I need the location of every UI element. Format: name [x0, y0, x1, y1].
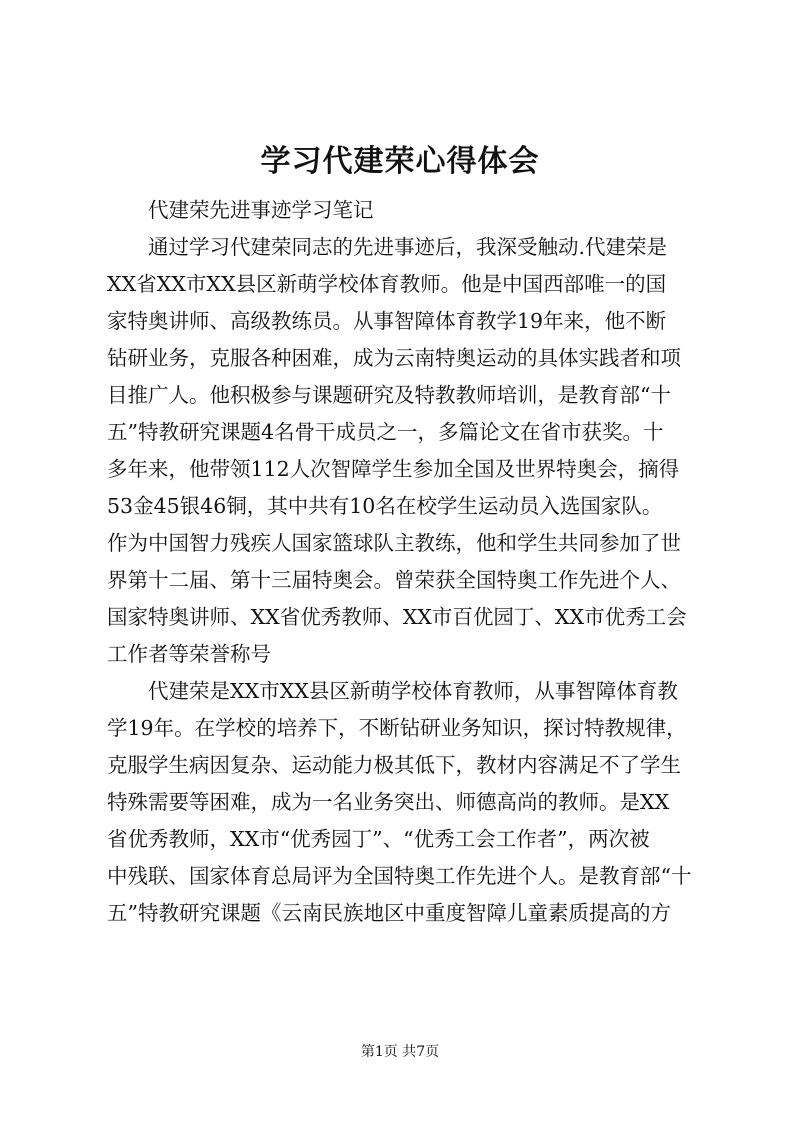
text-line: 作为中国智力残疾人国家篮球队主教练，他和学生共同参加了世	[107, 531, 681, 555]
text-line: 五”特教研究课题4名骨干成员之一，多篇论文在省市获奖。十	[107, 420, 664, 444]
text-line: 目推广人。他积极参与课题研究及特教教师培训，是教育部“十	[107, 383, 671, 407]
text-line: 多年来，他带领112人次智障学生参加全国及世界特奥会，摘得	[107, 457, 680, 481]
text-line: 克服学生病因复杂、运动能力极其低下，教材内容满足不了学生	[107, 753, 681, 777]
document-subtitle: 代建荣先进事迹学习笔记	[148, 198, 374, 222]
document-title: 学习代建荣心得体会	[260, 144, 540, 179]
page-footer: 第1页 共7页	[360, 1044, 440, 1060]
text-line: 学19年。在学校的培养下，不断钻研业务知识，探讨特教规律，	[107, 716, 687, 740]
text-line: 通过学习代建荣同志的先进事迹后，我深受触动.代建荣是	[148, 235, 668, 259]
text-line: 代建荣是XX市XX县区新萌学校体育教师，从事智障体育教	[148, 679, 678, 703]
text-line: 家特奥讲师、高级教练员。从事智障体育教学19年来，他不断	[107, 309, 667, 333]
text-line: 五”特教研究课题《云南民族地区中重度智障儿童素质提高的方	[107, 901, 671, 925]
text-line: 钻研业务，克服各种困难，成为云南特奥运动的具体实践者和项	[107, 346, 681, 370]
text-line: 特殊需要等困难，成为一名业务突出、师德高尚的教师。是XX	[107, 790, 670, 814]
text-line: XX省XX市XX县区新萌学校体育教师。他是中国西部唯一的国	[107, 272, 667, 296]
text-line: 界第十二届、第十三届特奥会。曾荣获全国特奥工作先进个人、	[107, 568, 681, 592]
text-line: 53金45银46铜，其中共有10名在校学生运动员入选国家队。	[107, 494, 663, 518]
text-line: 国家特奥讲师、XX省优秀教师、XX市百优园丁、XX市优秀工会	[107, 605, 687, 629]
text-line: 工作者等荣誉称号	[107, 642, 271, 666]
text-line: 省优秀教师，XX市“优秀园丁”、“优秀工会工作者”，两次被	[107, 827, 650, 851]
text-line: 中残联、国家体育总局评为全国特奥工作先进个人。是教育部“十	[107, 864, 692, 888]
